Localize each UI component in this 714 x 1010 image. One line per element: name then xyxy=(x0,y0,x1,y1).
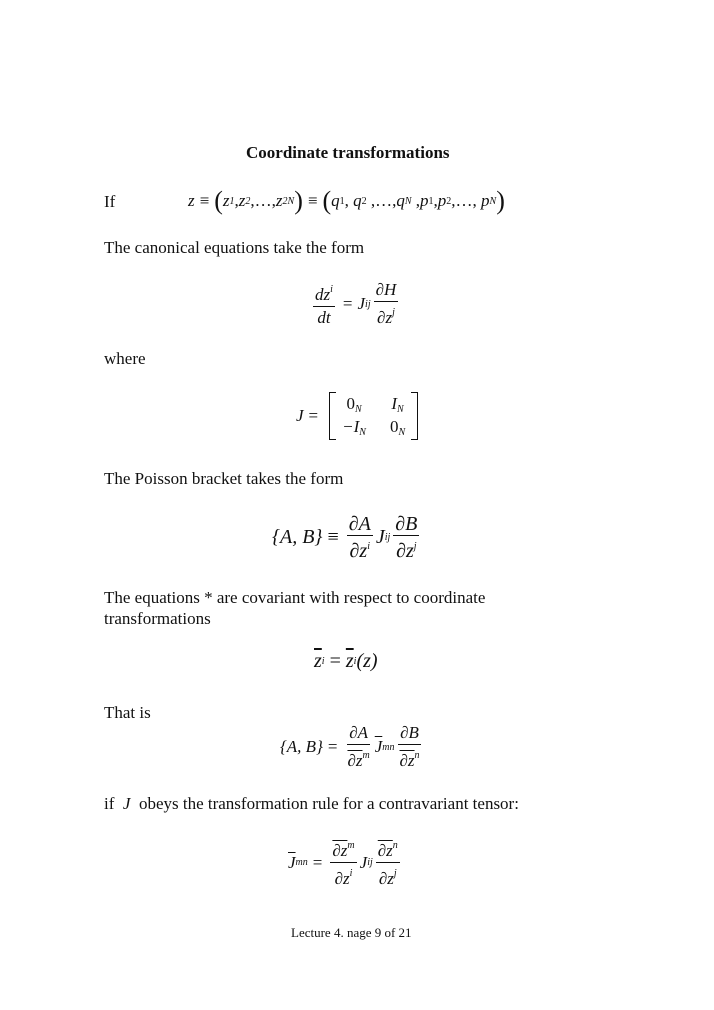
page-footer: Lecture 4. nage 9 of 21 xyxy=(291,925,412,940)
equation-tensor-rule: $\overline{J}$ mn = $\frac{\partial z^m}{\partial z^i}$ J ij $\frac{\partial z^n}{\partial z^j}$ xyxy=(288,836,403,889)
if-label: If xyxy=(104,192,116,211)
equation-z-definition: z ≡ ( z 1 , z 2 ,…, z 2N ) ≡ ( q 1 , q 2 ,…, q N , p 1 , p 2 ,…, p N ) xyxy=(188,186,505,215)
where-text: where xyxy=(104,349,146,368)
covariant-text-line1: The equations * are covariant with respect to coordinate xyxy=(104,588,486,607)
equation-poisson-bracket: {A, B} ≡ $\frac{\partial A}{\partial z^i}$ J ij $\frac{\partial B}{\partial z^j}$ xyxy=(272,513,418,562)
equation-poisson-barred: {A, B} = $\frac{\partial A}{\partial z^m}$ $\overline{J}$ mn $\frac{\partial B}{\partial z^n}$ xyxy=(280,723,420,770)
that-is-text: That is xyxy=(104,703,151,722)
contravariant-text: if J obeys the transformation rule for a contravariant tensor: xyxy=(104,794,519,813)
page-title: Coordinate transformations xyxy=(246,143,450,162)
equation-canonical: $\frac{dz^i}{dt}$ = J ij $\frac{\partial H}{\partial z^j}$ xyxy=(315,280,397,327)
poisson-text: The Poisson bracket takes the form xyxy=(104,469,344,488)
equation-j-matrix: J = $0_N$ $I_N$ $-I_N$ $0_N$ xyxy=(296,392,418,440)
equation-transformation: $\overline{z}$ i = $\overline{z}$ i (z) xyxy=(314,650,378,672)
covariant-text-line2: transformations xyxy=(104,609,211,628)
canonical-text: The canonical equations take the form xyxy=(104,238,365,257)
